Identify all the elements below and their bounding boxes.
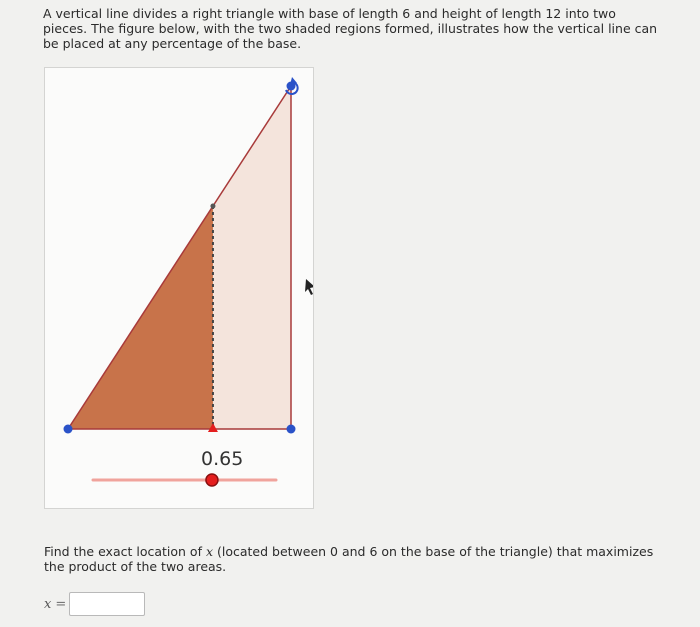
problem-statement: A vertical line divides a right triangle with base of length 6 and height of length 12 into two pieces. The figure below, with the two shaded regions formed, illustrates how the vertical line can be placed at any percentage of the base. <box>43 6 658 51</box>
question-prefix: Find the exact location of <box>44 544 206 559</box>
question-text <box>44 544 664 574</box>
answer-input[interactable] <box>69 592 145 616</box>
vertex-point-right[interactable] <box>287 425 296 434</box>
triangle-canvas[interactable] <box>45 68 313 508</box>
slider-handle[interactable] <box>206 474 218 486</box>
answer-row <box>44 592 145 616</box>
slider-value-label: 0.65 <box>201 448 244 470</box>
question-suffix: (located between 0 and 6 on the base of the triangle) that maximizes the product of the two areas. <box>44 544 654 574</box>
question-variable: x <box>205 544 214 559</box>
right-shaded-region <box>213 86 291 429</box>
divider-top-point <box>210 204 215 209</box>
cursor-arrow-icon <box>305 279 313 295</box>
vertex-point-left[interactable] <box>64 425 73 434</box>
answer-variable: x <box>44 596 52 612</box>
answer-equals-sign: = <box>55 596 67 612</box>
triangle-figure[interactable] <box>44 67 314 509</box>
